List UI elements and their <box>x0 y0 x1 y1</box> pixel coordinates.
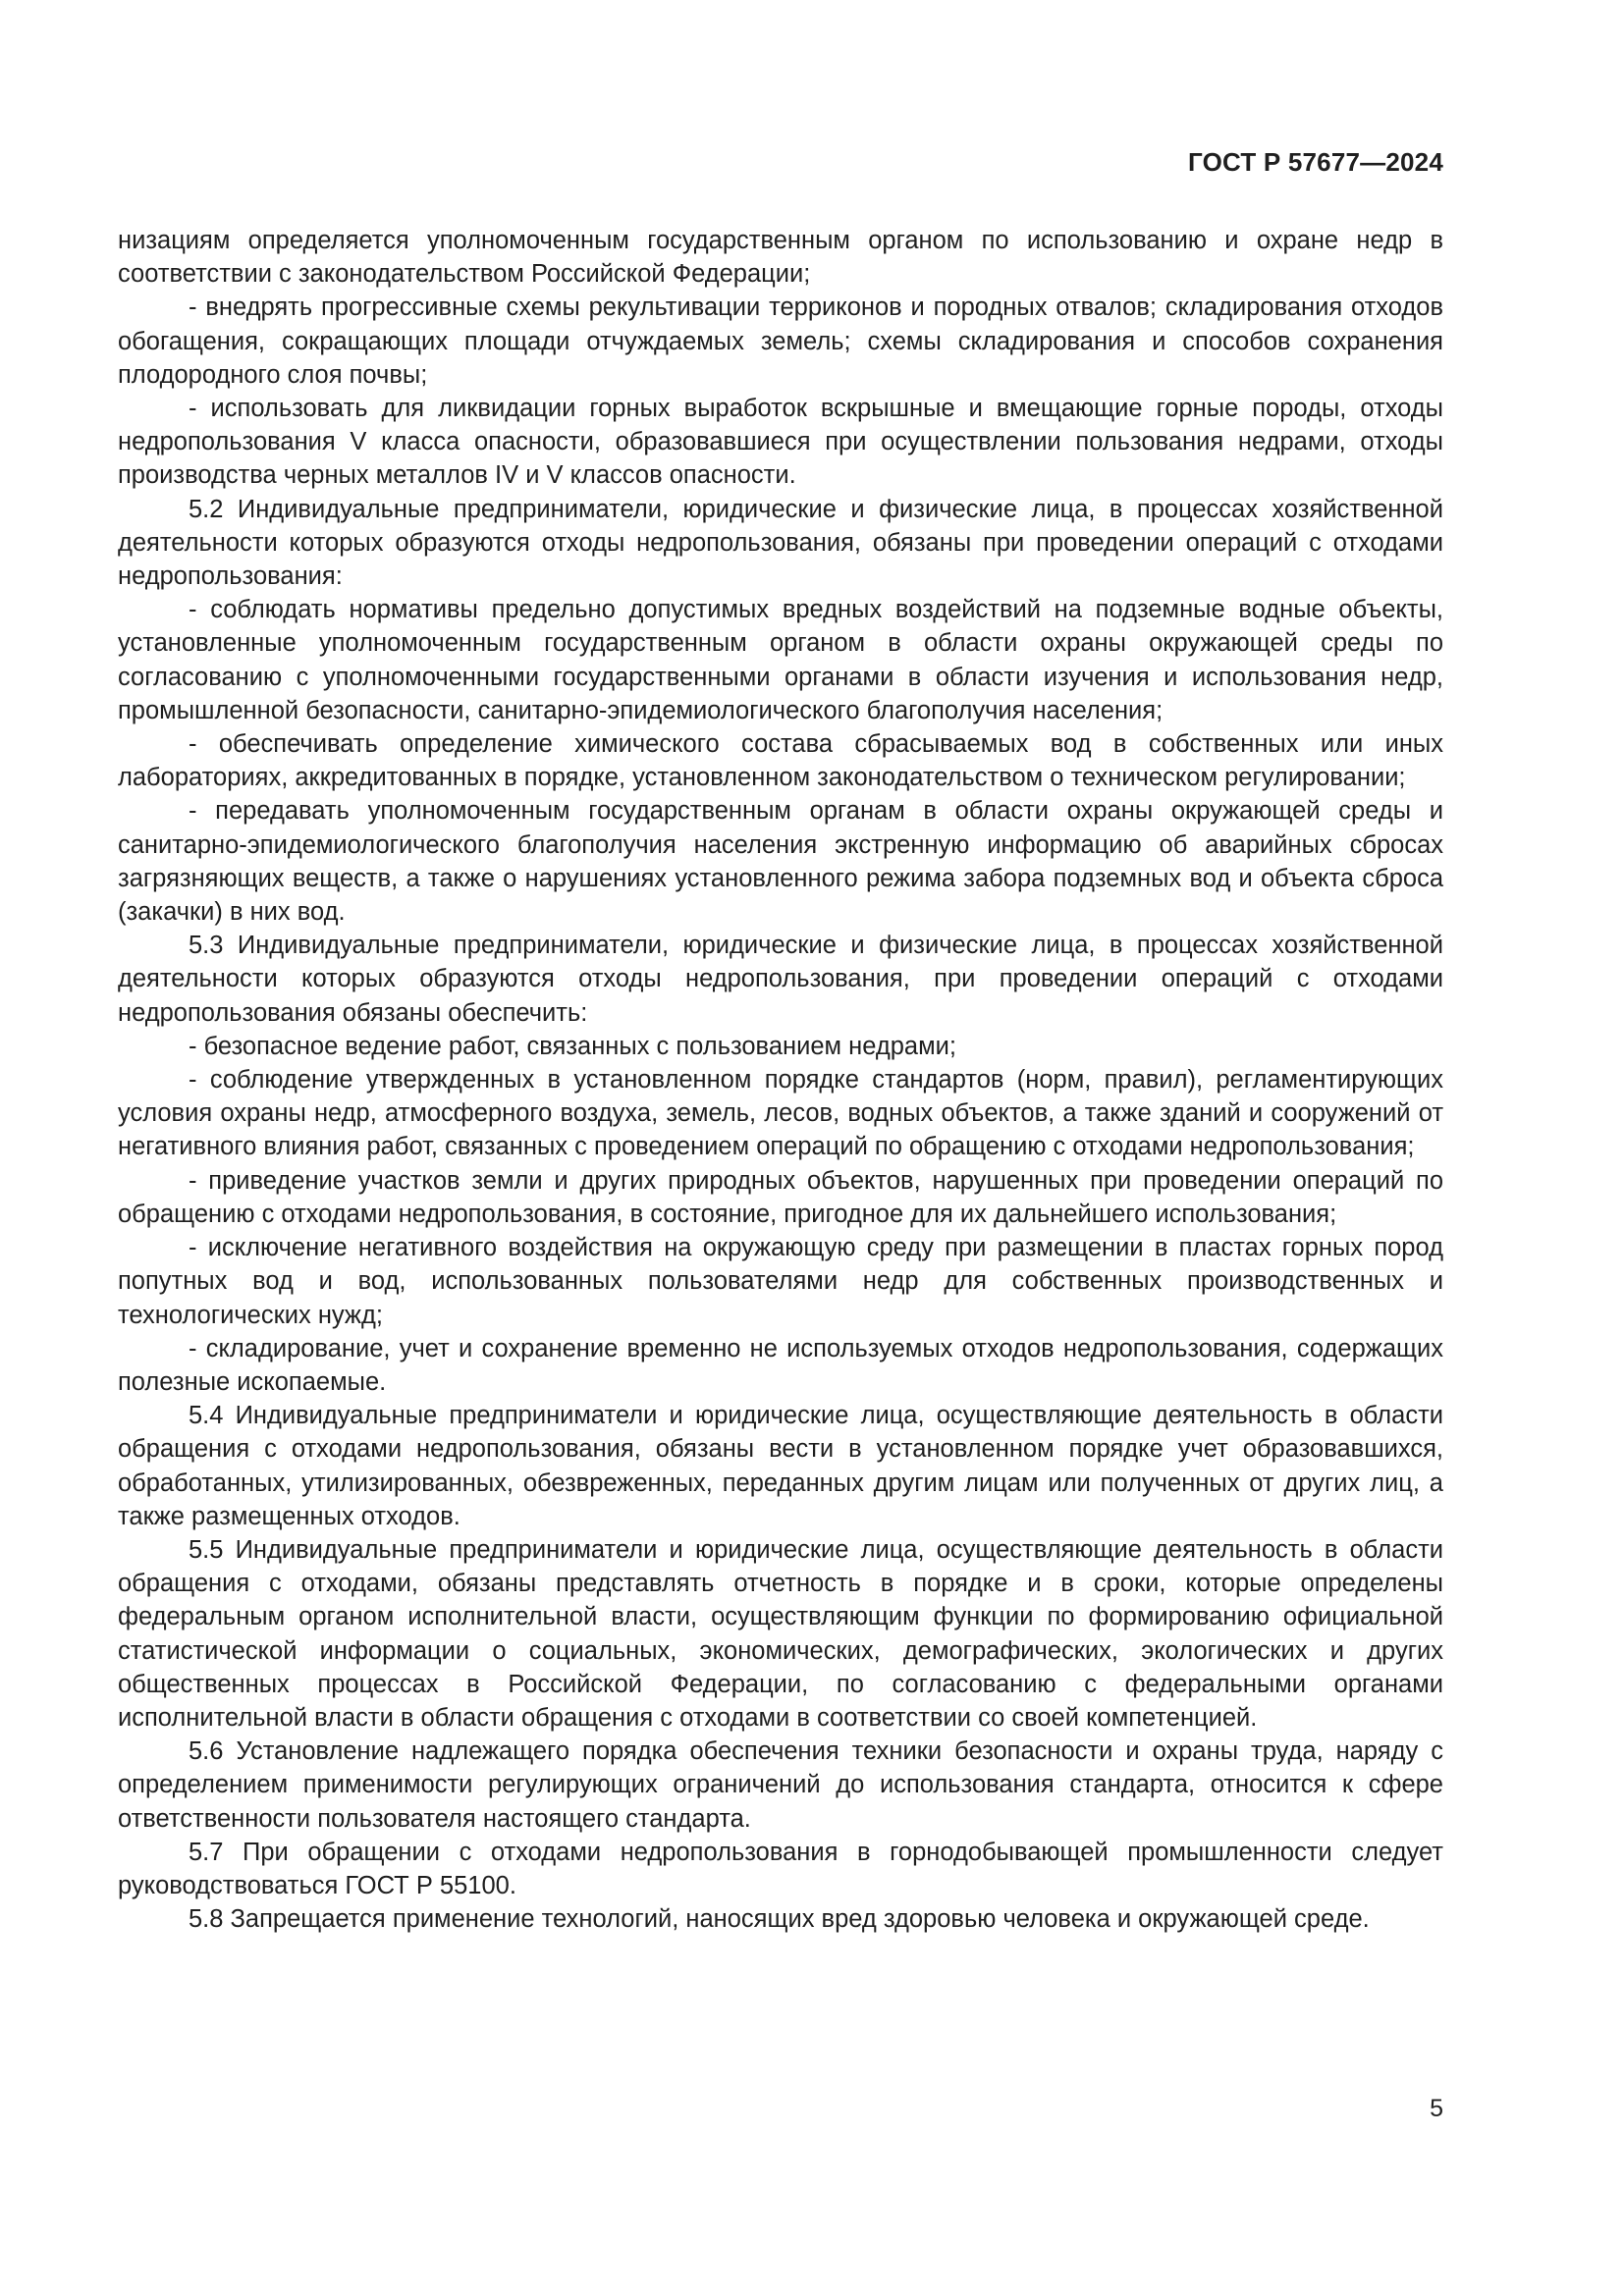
document-header-id: ГОСТ Р 57677—2024 <box>1188 147 1443 177</box>
paragraph: - передавать уполномоченным государственным органам в области охраны окружающей среды и санитарно-эпидемиологического благополучия населения экстренную информацию об аварийных сбросах загрязняющих веществ, а также о нарушениях установленного режима забора подземных вод и объекта сброса (закачки) в них вод. <box>118 797 1443 927</box>
paragraph: - соблюдать нормативы предельно допустимых вредных воздействий на подземные водные объекты, установленные уполномоченным государственным органом в области охраны окружающей среды по согласованию с уполномоченными государственными органами в области изучения и использования недр, промышленной безопасности, санитарно-эпидемиологического благополучия населения; <box>118 596 1443 724</box>
paragraph: - безопасное ведение работ, связанных с пользованием недрами; <box>189 1032 956 1060</box>
paragraph: 5.7 При обращении с отходами недропользования в горнодобывающей промышленности следует руководствоваться ГОСТ Р 55100. <box>118 1838 1443 1899</box>
document-body <box>118 224 1443 1936</box>
page-number: 5 <box>1430 2095 1443 2122</box>
paragraph: - складирование, учет и сохранение временно не используемых отходов недропользования, содержащих полезные ископаемые. <box>118 1334 1443 1396</box>
paragraph: - приведение участков земли и других природных объектов, нарушенных при проведении операций по обращению с отходами недропользования, в состояние, пригодное для их дальнейшего использования; <box>118 1166 1443 1228</box>
paragraph: 5.5 Индивидуальные предприниматели и юридические лица, осуществляющие деятельность в области обращения с отходами, обязаны представлять отчетность в порядке и в сроки, которые определены федеральным органом исполнительной власти, осуществляющим функции по формированию официальной статистической информации о социальных, экономических, демографических, экологических и других общественных процессах в Российской Федерации, по согласованию с федеральными органами исполнительной власти в области обращения с отходами в соответствии со своей компетенцией. <box>118 1535 1443 1732</box>
paragraph: 5.3 Индивидуальные предприниматели, юридические и физические лица, в процессах хозяйственной деятельности которых образуются отходы недропользования, при проведении операций с отходами недропользования обязаны обеспечить: <box>118 932 1443 1027</box>
paragraph: - использовать для ликвидации горных выработок вскрышные и вмещающие горные породы, отходы недропользования V класса опасности, образовавшиеся при осуществлении пользования недрами, отходы производства черных металлов IV и V классов опасности. <box>118 395 1443 490</box>
paragraph: - внедрять прогрессивные схемы рекультивации терриконов и породных отвалов; складирования отходов обогащения, сокращающих площади отчуждаемых земель; схемы складирования и способов сохранения плодородного слоя почвы; <box>118 294 1443 389</box>
paragraph: низациям определяется уполномоченным государственным органом по использованию и охране недр в соответствии с законодательством Российской Федерации; <box>118 227 1443 289</box>
paragraph: 5.8 Запрещается применение технологий, наносящих вред здоровью человека и окружающей среде. <box>189 1905 1370 1934</box>
paragraph: - исключение негативного воздействия на окружающую среду при размещении в пластах горных пород попутных вод и вод, использованных пользователями недр для собственных производственных и технологических нужд; <box>118 1234 1443 1329</box>
paragraph: 5.4 Индивидуальные предприниматели и юридические лица, осуществляющие деятельность в области обращения с отходами недропользования, обязаны вести в установленном порядке учет образовавшихся, обработанных, утилизированных, обезвреженных, переданных другим лицам или полученных от других лиц, а также размещенных отходов. <box>118 1402 1443 1530</box>
paragraph: - обеспечивать определение химического состава сбрасываемых вод в собственных или иных лабораториях, аккредитованных в порядке, установленном законодательством о техническом регулировании; <box>118 730 1443 792</box>
paragraph: - соблюдение утвержденных в установленном порядке стандартов (норм, правил), регламентирующих условия охраны недр, атмосферного воздуха, земель, лесов, водных объектов, а также зданий и сооружений от негативного влияния работ, связанных с проведением операций по обращению с отходами недропользования; <box>118 1066 1443 1161</box>
paragraph: 5.2 Индивидуальные предприниматели, юридические и физические лица, в процессах хозяйственной деятельности которых образуются отходы недропользования, обязаны при проведении операций с отходами недропользования: <box>118 495 1443 591</box>
paragraph: 5.6 Установление надлежащего порядка обеспечения техники безопасности и охраны труда, наряду с определением применимости регулирующих ограничений до использования стандарта, относится к сфере ответственности пользователя настоящего стандарта. <box>118 1737 1443 1833</box>
